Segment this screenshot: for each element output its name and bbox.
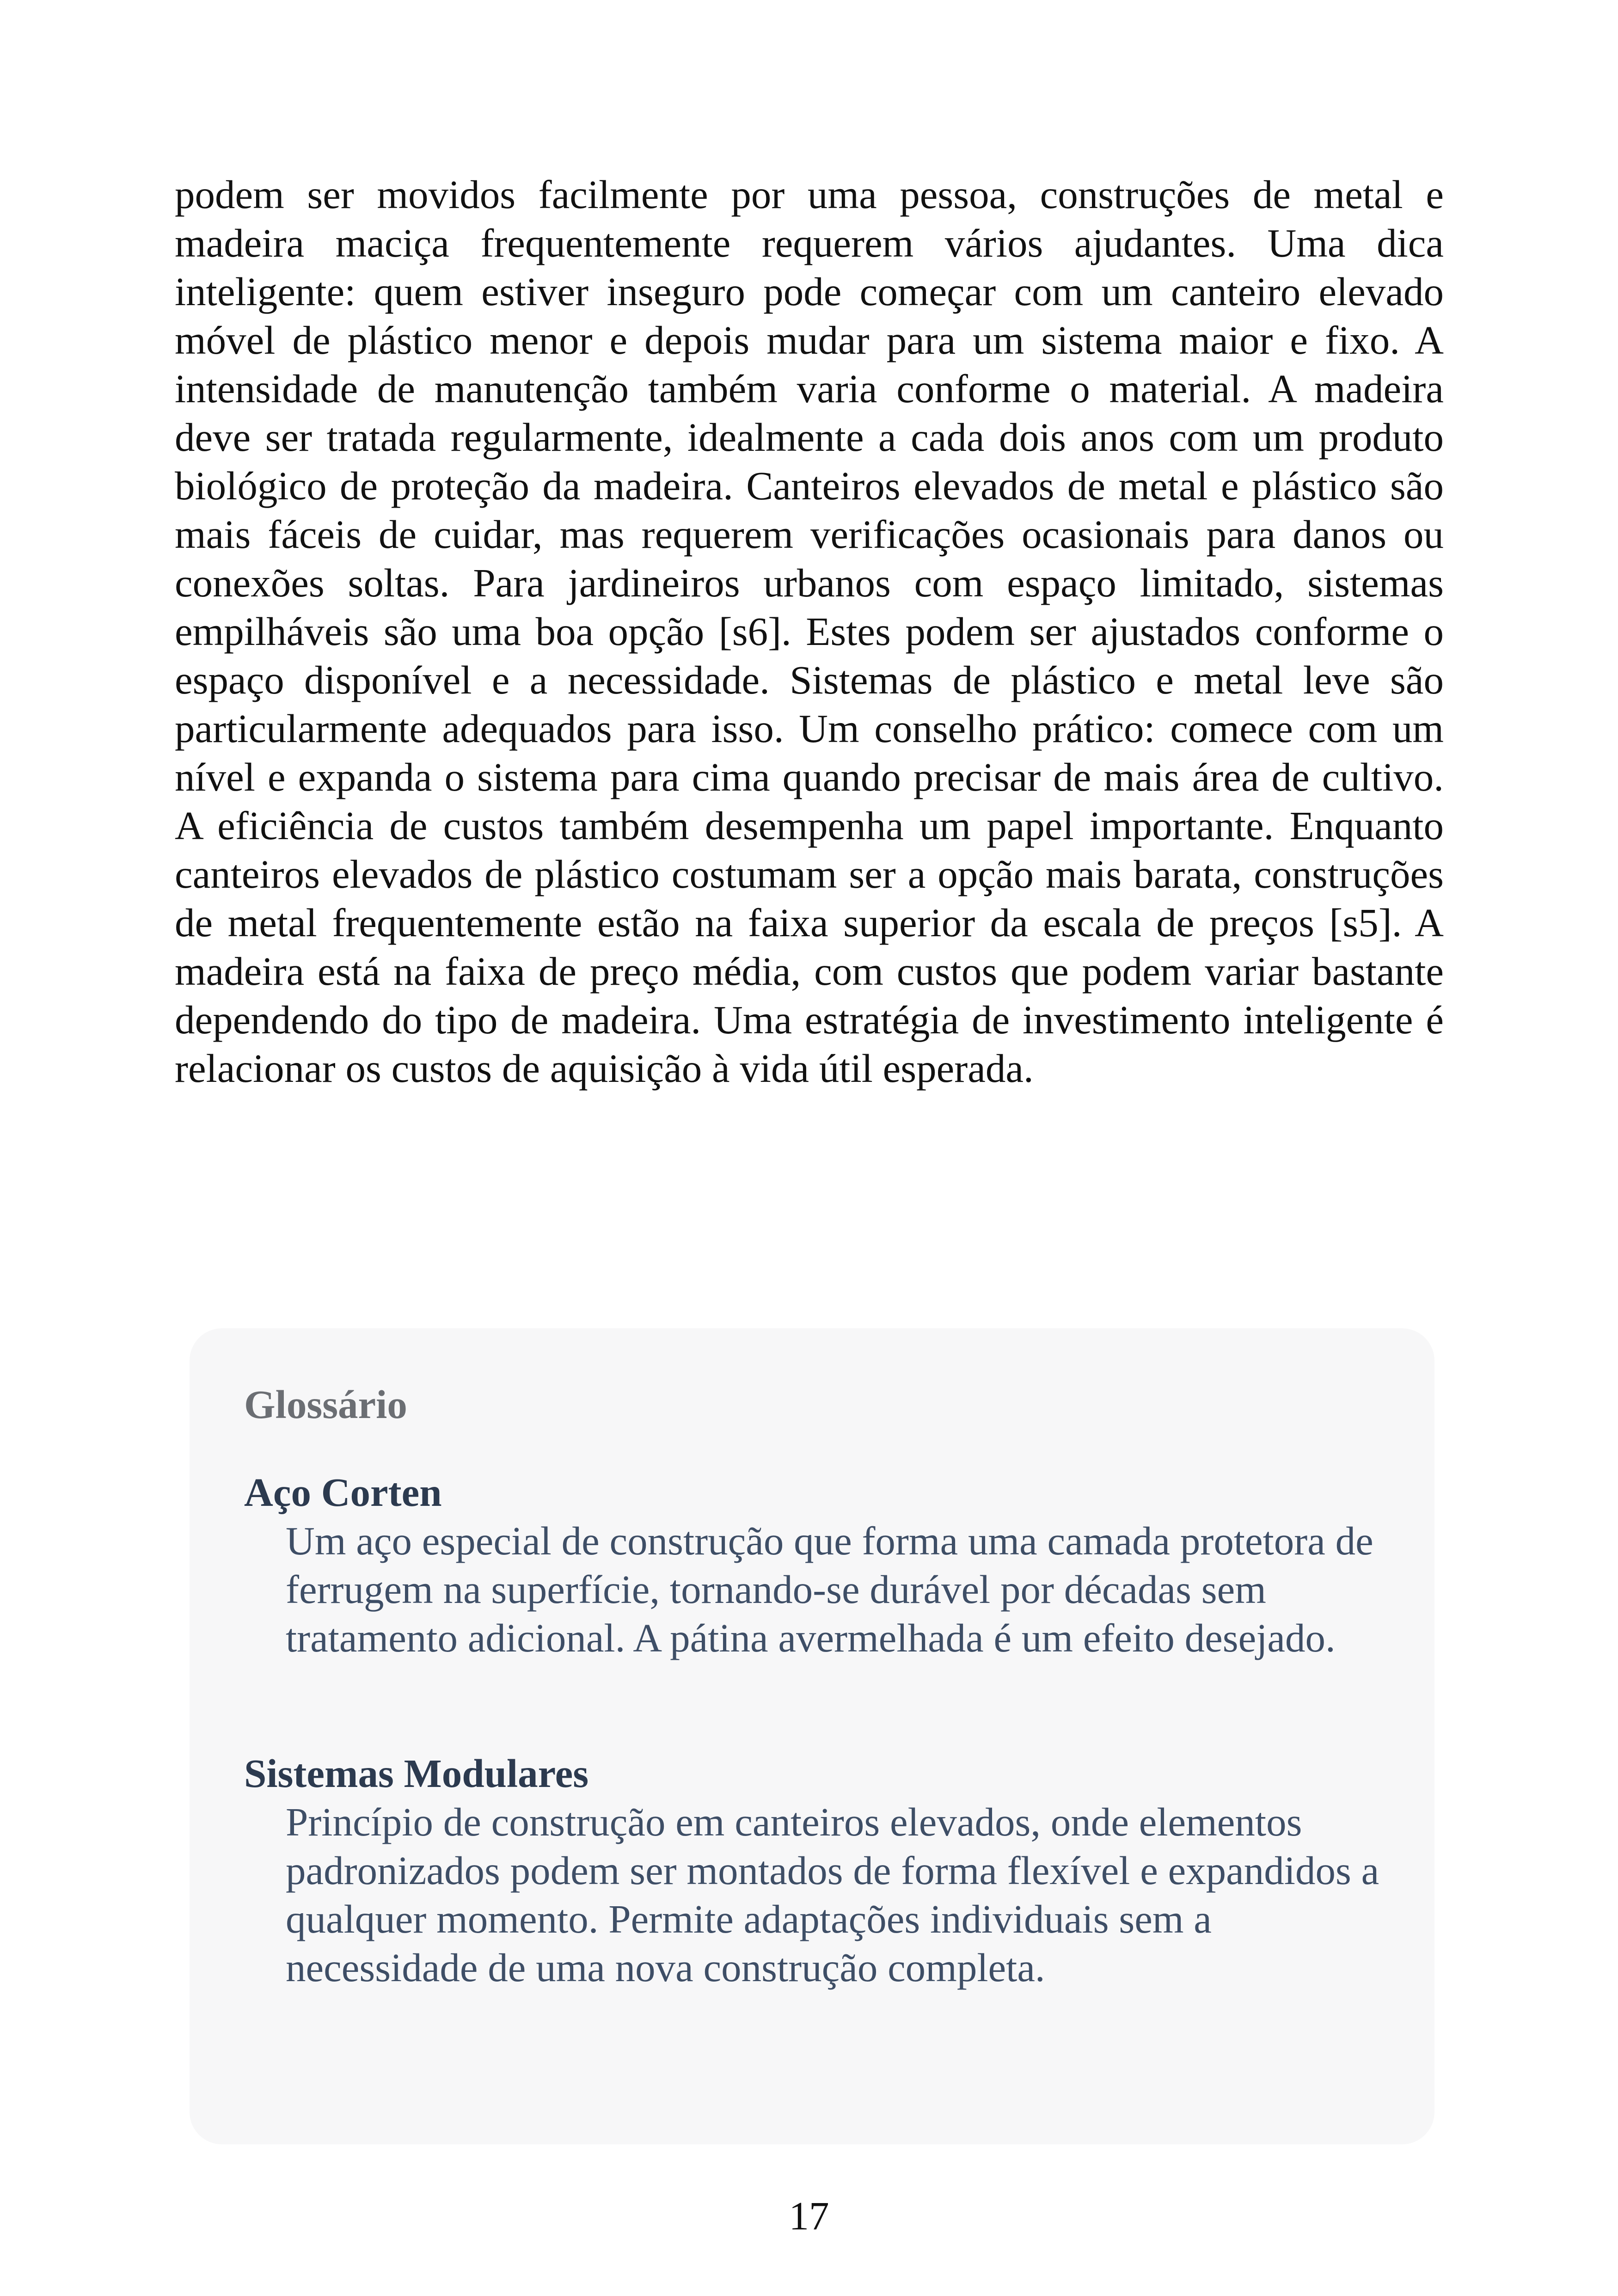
glossary-definition: Um aço especial de construção que forma uma camada protetora de ferrugem na superfície, tornando-se durável por décadas sem tratamento adicional. A pátina avermelhada é um efeito desejado. [286, 1518, 1373, 1660]
glossary-entry-aco-corten [244, 1468, 1400, 1662]
page-number: 17 [789, 2193, 829, 2238]
body-paragraph: podem ser movidos facilmente por uma pessoa, construções de metal e madeira maciça frequentemente requerem vários ajudantes. Uma dica inteligente: quem estiver inseguro pode começar com um canteiro elevado móvel de plástico menor e depois mudar para um sistema maior e fixo. A intensidade de manutenção também varia conforme o material. A madeira deve ser tratada regularmente, idealmente a cada dois anos com um produto biológico de proteção da madeira. Canteiros elevados de metal e plástico são mais fáceis de cuidar, mas requerem verificações ocasionais para danos ou conexões soltas. Para jardineiros urbanos com espaço limitado, sistemas empilháveis são uma boa opção [s6]. Estes podem ser ajustados conforme o espaço disponível e a necessidade. Sistemas de plástico e metal leve são particularmente adequados para isso. Um conselho prático: comece com um nível e expanda o sistema para cima quando precisar de mais área de cultivo. A eficiência de custos também desempenha um papel importante. Enquanto canteiros elevados de plástico costumam ser a opção mais barata, construções de metal frequentemente estão na faixa superior da escala de preços [s5]. A madeira está na faixa de preço média, com custos que podem variar bastante dependendo do tipo de madeira. Uma estratégia de investimento inteligente é relacionar os custos de aquisição à vida útil esperada. [175, 172, 1444, 1091]
glossary-box [190, 1328, 1434, 2144]
glossary-term: Sistemas Modulares [244, 1751, 589, 1796]
glossary-title: Glossário [244, 1382, 407, 1427]
glossary-definition: Princípio de construção em canteiros elevados, onde elementos padronizados podem ser montados de forma flexível e expandidos a qualquer momento. Permite adaptações individuais sem a necessidade de uma nova construção completa. [286, 1799, 1379, 1990]
glossary-entry-sistemas-modulares [244, 1749, 1400, 1992]
glossary-term: Aço Corten [244, 1470, 442, 1515]
